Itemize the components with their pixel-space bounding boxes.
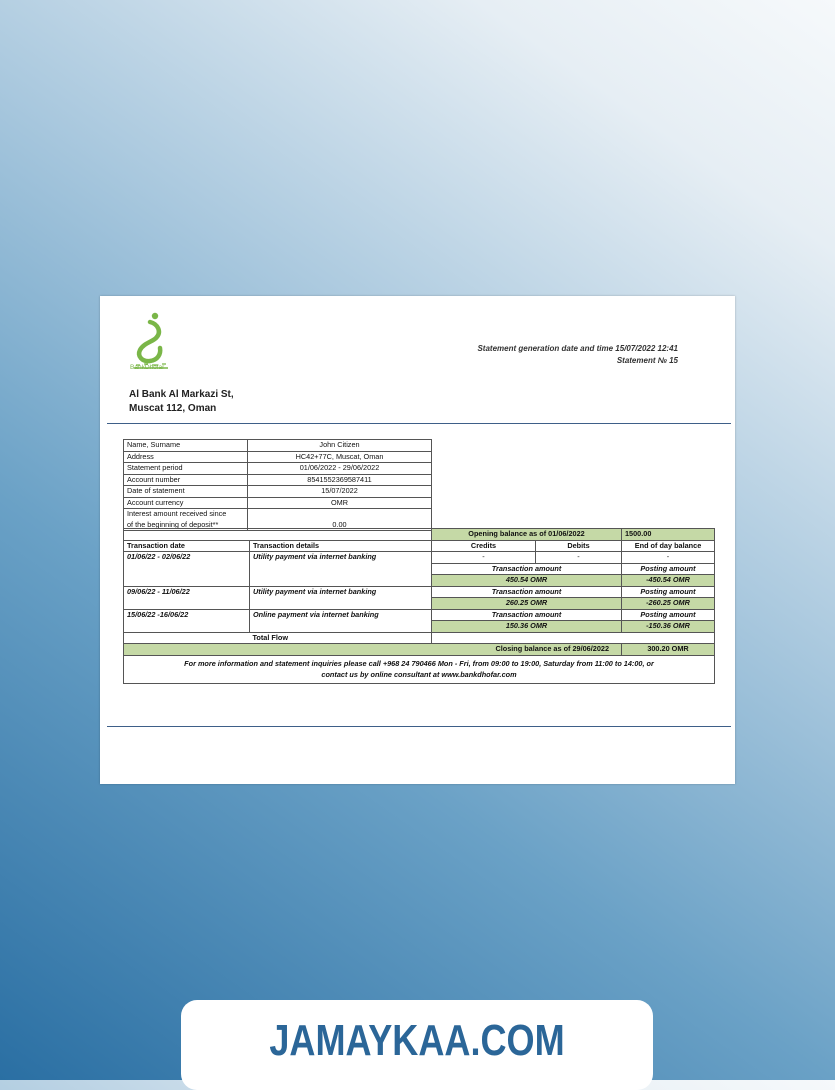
watermark-text: JAMAYKAA.COM bbox=[269, 1016, 565, 1065]
account-info-table bbox=[123, 439, 432, 531]
table-row bbox=[124, 586, 715, 598]
info-label: Account currency bbox=[124, 497, 248, 509]
transaction-amount: 150.36 OMR bbox=[432, 621, 622, 633]
eod-dash: - bbox=[622, 552, 715, 564]
total-flow-label: Total Flow bbox=[250, 632, 432, 644]
info-value: 8541552369587411 bbox=[248, 474, 432, 486]
info-row bbox=[124, 486, 432, 498]
closing-balance-label: Closing balance as of 29/06/2022 bbox=[124, 644, 622, 656]
posting-amount-label: Posting amount bbox=[622, 586, 715, 598]
info-row bbox=[124, 497, 432, 509]
transaction-date: 15/06/22 -16/06/22 bbox=[124, 609, 250, 632]
opening-balance-value: 1500.00 bbox=[622, 529, 715, 541]
table-row bbox=[124, 552, 715, 564]
opening-balance-label: Opening balance as of 01/06/2022 bbox=[432, 529, 622, 541]
col-debits: Debits bbox=[536, 540, 622, 552]
bank-address-line1: Al Bank Al Markazi St, bbox=[129, 389, 234, 400]
closing-balance-row bbox=[124, 644, 715, 656]
bottom-divider bbox=[107, 726, 731, 727]
statement-number: Statement № 15 bbox=[616, 356, 678, 365]
footer-note bbox=[124, 655, 715, 683]
info-value: 15/07/2022 bbox=[248, 486, 432, 498]
transaction-details: Utility payment via internet banking bbox=[250, 586, 432, 609]
interest-value: 0.00 bbox=[248, 509, 432, 531]
watermark-banner bbox=[181, 1000, 653, 1090]
transaction-details: Online payment via internet banking bbox=[250, 609, 432, 632]
info-label: Account number bbox=[124, 474, 248, 486]
info-label: Statement period bbox=[124, 463, 248, 475]
info-label: Address bbox=[124, 451, 248, 463]
posting-amount: -150.36 OMR bbox=[622, 621, 715, 633]
info-value: 01/06/2022 - 29/06/2022 bbox=[248, 463, 432, 475]
col-transaction-date: Transaction date bbox=[124, 540, 250, 552]
info-row bbox=[124, 463, 432, 475]
closing-balance-value: 300.20 OMR bbox=[622, 644, 715, 656]
posting-amount: -260.25 OMR bbox=[622, 598, 715, 610]
bank-address-line2: Muscat 112, Oman bbox=[129, 402, 217, 414]
info-label: Date of statement bbox=[124, 486, 248, 498]
bank-logo-text: BankDhofar bbox=[130, 364, 165, 371]
posting-amount: -450.54 OMR bbox=[622, 575, 715, 587]
credits-dash: - bbox=[432, 552, 536, 564]
info-row bbox=[124, 440, 432, 452]
bank-statement-document bbox=[100, 296, 735, 784]
transaction-details: Utility payment via internet banking bbox=[250, 552, 432, 587]
bank-address bbox=[129, 388, 234, 415]
interest-label: Interest amount received since of the beginning of deposit** bbox=[124, 509, 248, 531]
top-divider bbox=[107, 423, 731, 424]
col-credits: Credits bbox=[432, 540, 536, 552]
transaction-amount-label: Transaction amount bbox=[432, 563, 622, 575]
info-label: Name, Surname bbox=[124, 440, 248, 452]
generation-datetime: Statement generation date and time 15/07/2022 12:41 bbox=[477, 344, 678, 353]
info-value: John Citizen bbox=[248, 440, 432, 452]
transaction-amount-label: Transaction amount bbox=[432, 586, 622, 598]
transaction-amount-label: Transaction amount bbox=[432, 609, 622, 621]
column-header-row bbox=[124, 540, 715, 552]
statement-generation-info bbox=[477, 343, 678, 367]
transactions-table bbox=[123, 528, 715, 684]
col-end-of-day-balance: End of day balance bbox=[622, 540, 715, 552]
posting-amount-label: Posting amount bbox=[622, 609, 715, 621]
debits-dash: - bbox=[536, 552, 622, 564]
info-value: OMR bbox=[248, 497, 432, 509]
total-flow-row bbox=[124, 632, 715, 644]
posting-amount-label: Posting amount bbox=[622, 563, 715, 575]
info-row bbox=[124, 474, 432, 486]
info-value: HC42+77C, Muscat, Oman bbox=[248, 451, 432, 463]
col-transaction-details: Transaction details bbox=[250, 540, 432, 552]
transaction-date: 01/06/22 - 02/06/22 bbox=[124, 552, 250, 587]
transaction-amount: 260.25 OMR bbox=[432, 598, 622, 610]
info-row bbox=[124, 451, 432, 463]
transaction-amount: 450.54 OMR bbox=[432, 575, 622, 587]
footer-note-line2: contact us by online consultant at www.bankdhofar.com bbox=[321, 670, 517, 679]
footer-note-row bbox=[124, 655, 715, 683]
opening-balance-row bbox=[124, 529, 715, 541]
transaction-date: 09/06/22 - 11/06/22 bbox=[124, 586, 250, 609]
table-row bbox=[124, 609, 715, 621]
footer-note-line1: For more information and statement inquiries please call +968 24 790466 Mon - Fri, from 09:00 to 19:00, Saturday from 11:00 to 14:00, or bbox=[184, 658, 654, 668]
